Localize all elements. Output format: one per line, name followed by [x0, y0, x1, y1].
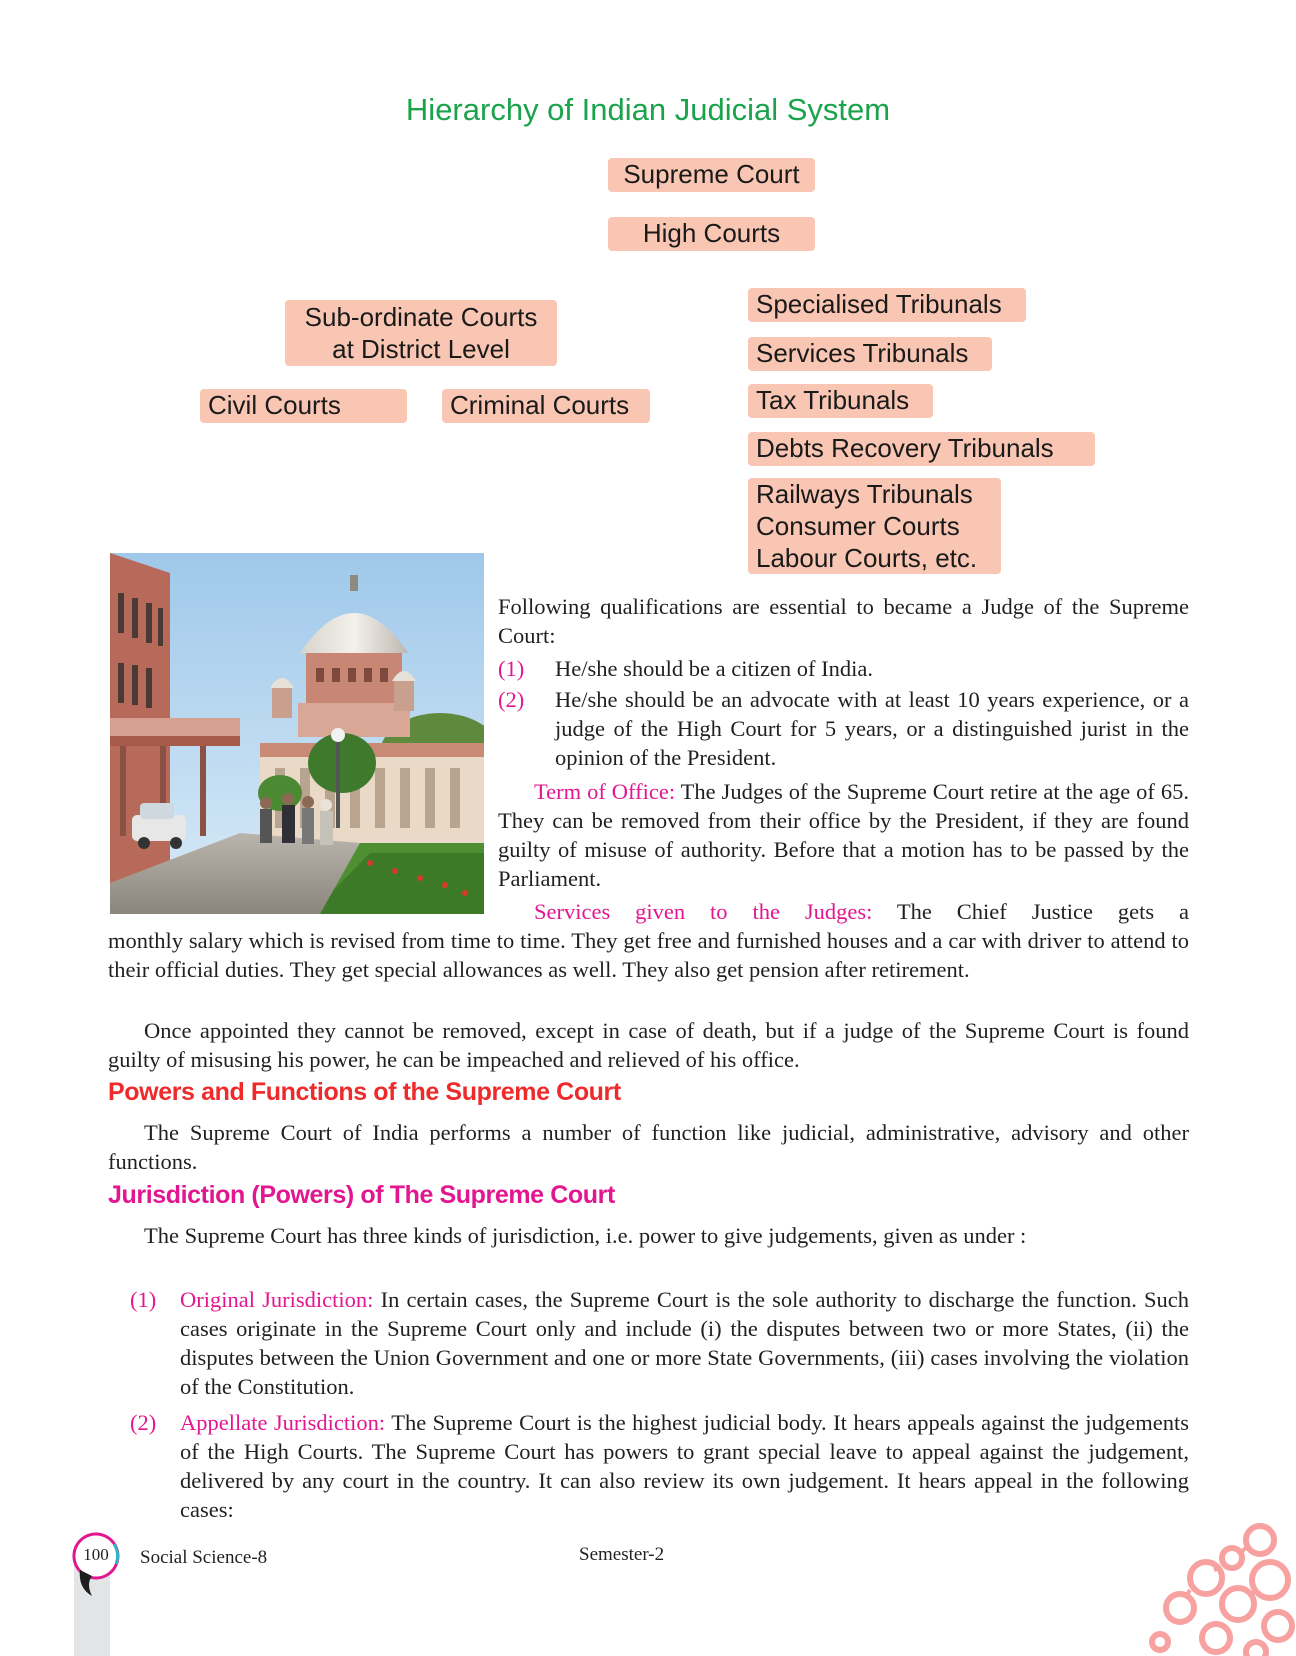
criminal-courts-box: Criminal Courts: [442, 389, 650, 423]
footer-semester: Semester-2: [579, 1544, 665, 1565]
once-appointed-paragraph: Once appointed they cannot be removed, except in case of death, but if a judge of the Supreme Court is found guilty of misusing his power, he can be impeached and relieved of his office.: [108, 1018, 1189, 1072]
jurisdiction-1-paragraph: [180, 1285, 1189, 1401]
jurisdiction-2-number: (2): [130, 1410, 157, 1435]
jurisdiction-1-number: (1): [130, 1287, 157, 1312]
high-courts-box: High Courts: [608, 217, 815, 251]
jurisdiction-2-text: The Supreme Court is the highest judicial body. It hears appeals against the judgements of the High Courts. The Supreme Court has powers to grant special leave to appeal against the judgement, delivered by any court in the country. It can also review its own judgement. It hears appeal in the following cases:: [180, 1410, 1190, 1522]
jurisdiction-1-text: In certain cases, the Supreme Court is the sole authority to discharge the function. Such cases originate in the Supreme Court only and include (i) the disputes between two or more States, (ii) the disputes between the Union Government and one or more State Governments, (iii) cases involving the violation of the Constitution.: [180, 1287, 1190, 1399]
services-label: Services given to the Judges:: [534, 899, 873, 924]
qualification-1-text: He/she should be a citizen of India.: [555, 656, 874, 681]
services-line1: The Chief Justice gets a: [872, 899, 1189, 924]
qualification-2-number: (2): [498, 687, 525, 712]
page-number-badge: [70, 1530, 122, 1600]
jurisdiction-2-paragraph: [180, 1408, 1189, 1524]
supreme-court-box: Supreme Court: [608, 158, 815, 192]
tribunal-box-services: Services Tribunals: [748, 337, 992, 371]
qualification-2-text: He/she should be an advocate with at least 10 years experience, or a judge of the High Court for 5 years, or a distinguished jurist in the opinion of the President.: [555, 687, 1189, 770]
diagram-title: Hierarchy of Indian Judicial System: [405, 92, 891, 127]
jurisdiction-1-label: Original Jurisdiction:: [180, 1287, 374, 1312]
term-of-office-label: Term of Office:: [534, 779, 676, 804]
services-text: monthly salary which is revised from time to time. They get free and furnished houses and a car with driver to attend to their official duties. They get special allowances as well. They also get pension after retirement.: [108, 928, 1189, 982]
qualification-1-number: (1): [498, 656, 525, 681]
footer-book-title: Social Science-8: [140, 1547, 268, 1568]
qualifications-intro: [498, 592, 1189, 650]
services-label-line: [534, 897, 1189, 926]
term-of-office-text: The Judges of the Supreme Court retire at the age of 65. They can be removed from their office by the President, if they are found guilty of misuse of authority. Before that a motion has to be passed by the Parliament.: [498, 779, 1189, 891]
tribunal-box-railways: Railways Tribunals Consumer Courts Labour Courts, etc.: [748, 478, 1001, 574]
jurisdiction-heading: Jurisdiction (Powers) of The Supreme Court: [108, 1181, 615, 1209]
civil-courts-box: Civil Courts: [200, 389, 407, 423]
qualifications-intro-text: Following qualifications are essential to became a Judge of the Supreme Court:: [498, 594, 1189, 648]
powers-heading: Powers and Functions of the Supreme Court: [108, 1078, 621, 1106]
term-of-office-paragraph: [498, 777, 1189, 893]
tribunal-box-specialised: Specialised Tribunals: [748, 288, 1026, 322]
subordinate-courts-box: Sub-ordinate Courts at District Level: [285, 300, 557, 366]
tribunal-box-debts: Debts Recovery Tribunals: [748, 432, 1095, 466]
jurisdiction-intro: The Supreme Court has three kinds of jurisdiction, i.e. power to give judgements, given as under :: [144, 1223, 1027, 1248]
powers-text: The Supreme Court of India performs a number of function like judicial, administrative, advisory and other functions.: [108, 1120, 1189, 1174]
tribunal-box-tax: Tax Tribunals: [748, 384, 933, 418]
decorative-circles-icon: [1120, 1520, 1296, 1656]
page-number: 100: [83, 1545, 109, 1564]
supreme-court-photo: [110, 553, 484, 914]
jurisdiction-2-label: Appellate Jurisdiction:: [180, 1410, 386, 1435]
